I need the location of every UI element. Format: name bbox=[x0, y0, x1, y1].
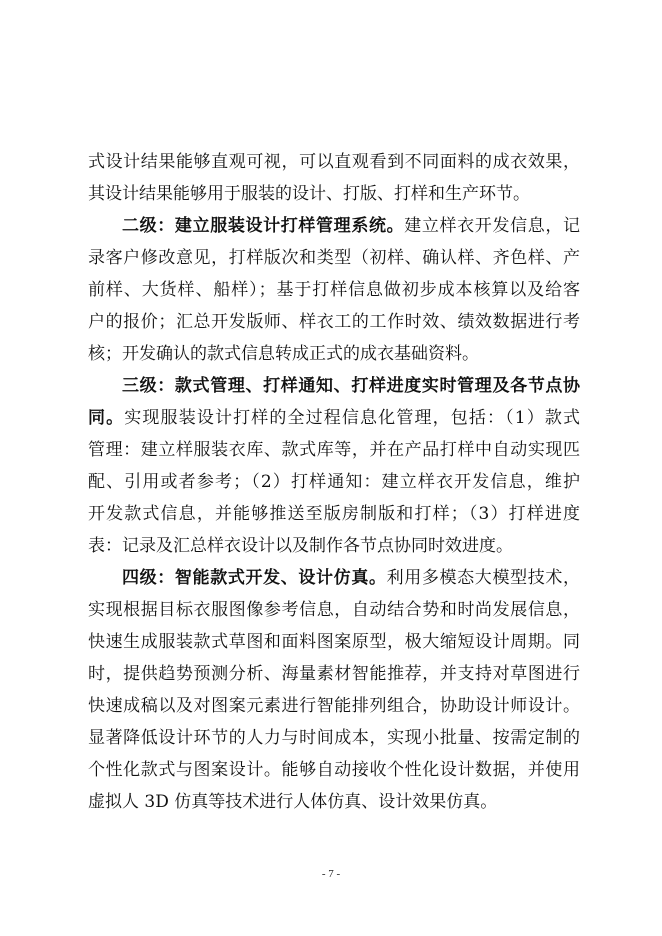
text-line: 前样、大货样、船样）；基于打样信息做初步成本核算以及给客 bbox=[88, 280, 580, 300]
text-run: 实现服装设计打样的全过程信息化管理，包括：（1）款式 bbox=[124, 408, 580, 428]
level-4-heading: 四级：智能款式开发、设计仿真。 bbox=[122, 568, 387, 588]
text-run: 建立样衣开发信息，记 bbox=[404, 216, 581, 236]
text-line: 时，提供趋势预测分析、海量素材智能推荐，并支持对草图进行 bbox=[88, 664, 580, 684]
text-line: 配、引用或者参考；（2）打样通知：建立样衣开发信息，维护 bbox=[88, 472, 580, 492]
text-line: 核；开发确认的款式信息转成正式的成衣基础资料。 bbox=[88, 344, 479, 364]
level-3-heading: 三级：款式管理、打样通知、打样进度实时管理及各节点协 bbox=[122, 376, 580, 396]
text-line: 虚拟人 3D 仿真等技术进行人体仿真、设计效果仿真。 bbox=[88, 792, 498, 812]
text-line: 开发款式信息，并能够推送至版房制版和打样；（3）打样进度 bbox=[88, 504, 580, 524]
text-line: 个性化款式与图案设计。能够自动接收个性化设计数据，并使用 bbox=[88, 760, 580, 780]
text-line: 快速生成服装款式草图和面料图案原型，极大缩短设计周期。同 bbox=[88, 632, 580, 652]
text-line: 其设计结果能够用于服装的设计、打版、打样和生产环节。 bbox=[88, 184, 530, 204]
level-2-heading: 二级：建立服装设计打样管理系统。 bbox=[122, 216, 405, 236]
text-run: 利用多模态大模型技术， bbox=[386, 568, 581, 588]
text-line: 表：记录及汇总样衣设计以及制作各节点协同时效进度。 bbox=[88, 536, 513, 556]
text-line: 实现根据目标衣服图像参考信息，自动结合势和时尚发展信息， bbox=[88, 600, 580, 620]
paragraph-line bbox=[88, 402, 580, 434]
document-body bbox=[88, 146, 580, 818]
page-number: - 7 - bbox=[321, 868, 341, 880]
level-3-heading-end: 同。 bbox=[88, 408, 125, 428]
text-line: 快速成稿以及对图案元素进行智能排列组合，协助设计师设计。 bbox=[88, 696, 580, 716]
text-line: 户的报价；汇总开发版师、样衣工的工作时效、绩效数据进行考 bbox=[88, 312, 580, 332]
text-line: 录客户修改意见，打样版次和类型（初样、确认样、齐色样、产 bbox=[88, 248, 580, 268]
text-line: 式设计结果能够直观可视，可以直观看到不同面料的成衣效果， bbox=[88, 152, 580, 172]
text-line: 管理：建立样服装衣库、款式库等，并在产品打样中自动实现匹 bbox=[88, 440, 580, 460]
text-line: 显著降低设计环节的人力与时间成本，实现小批量、按需定制的 bbox=[88, 728, 580, 748]
paragraph-first-line bbox=[88, 562, 580, 594]
paragraph-first-line bbox=[88, 210, 580, 242]
